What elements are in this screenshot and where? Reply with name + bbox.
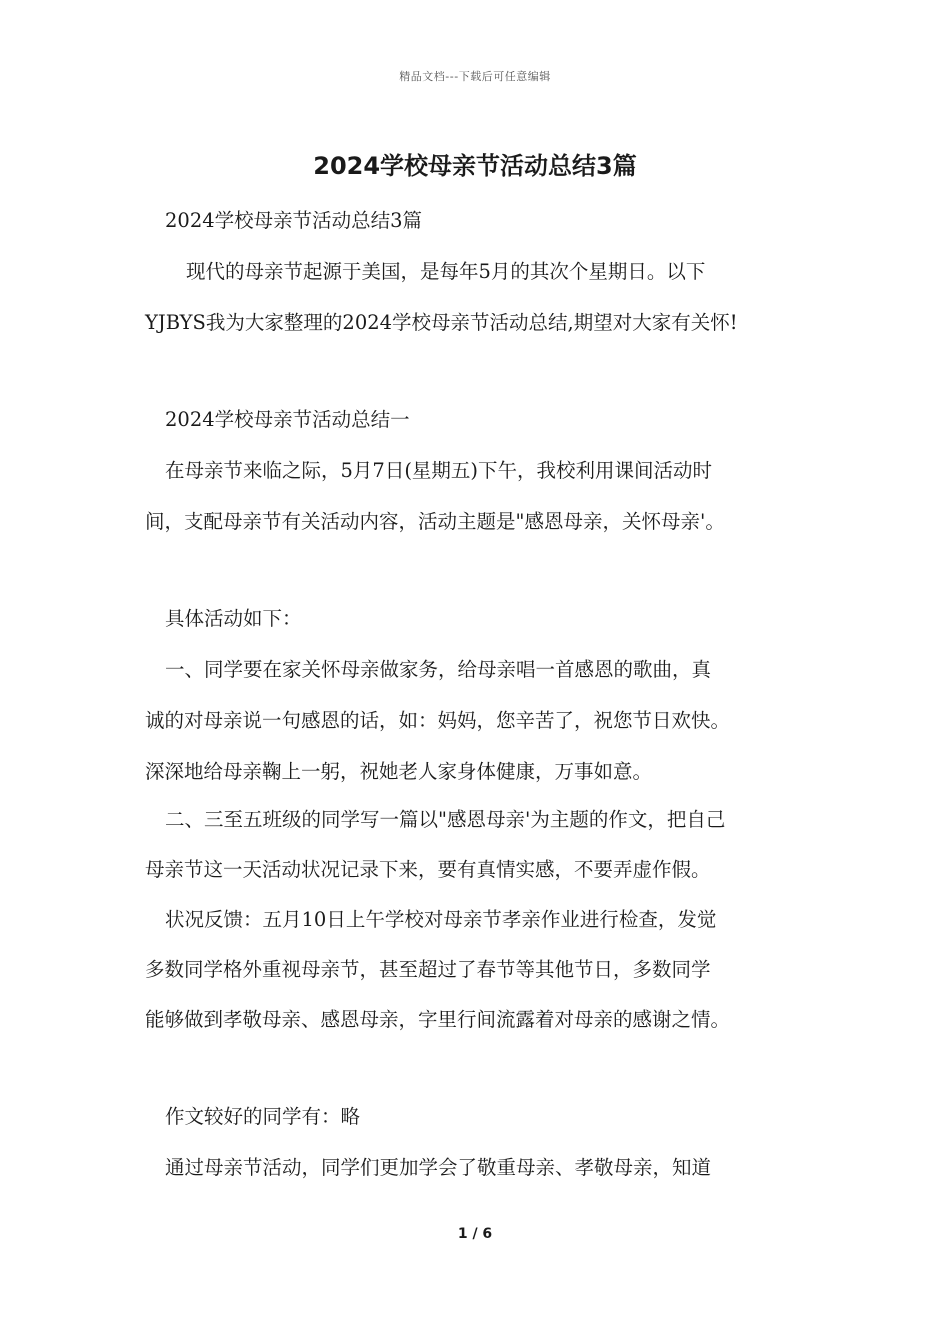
paragraph-line: 一、同学要在家关怀母亲做家务，给母亲唱一首感恩的歌曲，真 [165, 658, 712, 681]
paragraph-line: 在母亲节来临之际，5月7日(星期五)下午，我校利用课间活动时 [165, 459, 713, 482]
paragraph-line: 深深地给母亲鞠上一躬，祝她老人家身体健康，万事如意。 [145, 760, 653, 783]
paragraph-line: 具体活动如下： [165, 607, 302, 630]
section-heading-1: 2024学校母亲节活动总结一 [165, 408, 410, 431]
intro-line-1: 现代的母亲节起源于美国，是每年5月的其次个星期日。以下 [186, 260, 706, 283]
paragraph-line: 多数同学格外重视母亲节，甚至超过了春节等其他节日，多数同学 [145, 958, 711, 981]
paragraph-line: 能够做到孝敬母亲、感恩母亲，字里行间流露着对母亲的感谢之情。 [145, 1008, 731, 1031]
header-note: 精品文档---下载后可任意编辑 [399, 70, 551, 83]
paragraph-line: 状况反馈：五月10日上午学校对母亲节孝亲作业进行检查，发觉 [165, 908, 717, 931]
document-title: 2024学校母亲节活动总结3篇 [313, 152, 637, 180]
paragraph-line: 间，支配母亲节有关活动内容，活动主题是"感恩母亲，关怀母亲'。 [145, 510, 725, 533]
paragraph-line: 诚的对母亲说一句感恩的话，如：妈妈，您辛苦了，祝您节日欢快。 [145, 709, 731, 732]
page-number: 1 / 6 [457, 1226, 493, 1242]
paragraph-line: 作文较好的同学有：略 [165, 1105, 361, 1128]
paragraph-line: 二、三至五班级的同学写一篇以"感恩母亲'为主题的作文，把自己 [165, 808, 726, 831]
subtitle-line: 2024学校母亲节活动总结3篇 [165, 209, 423, 232]
intro-line-2: YJBYS我为大家整理的2024学校母亲节活动总结,期望对大家有关怀! [145, 311, 738, 334]
paragraph-line: 母亲节这一天活动状况记录下来，要有真情实感，不要弄虚作假。 [145, 858, 711, 881]
paragraph-line: 通过母亲节活动，同学们更加学会了敬重母亲、孝敬母亲，知道 [165, 1156, 712, 1179]
